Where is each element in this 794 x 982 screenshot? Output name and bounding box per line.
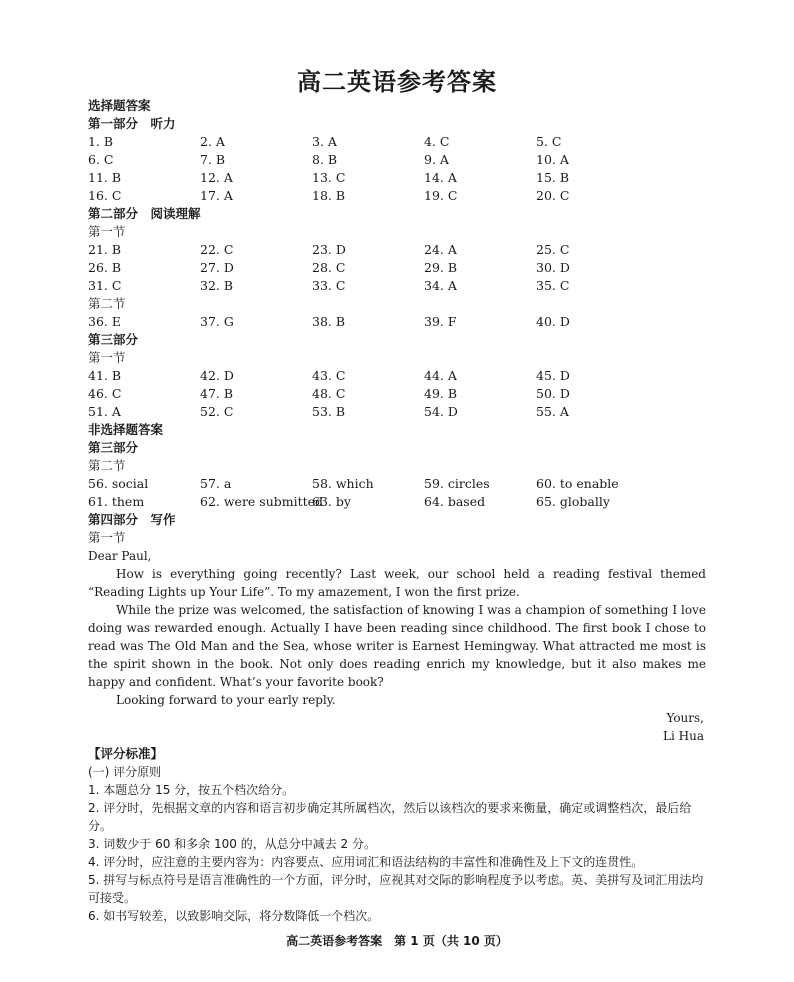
answer-cell: 61. them [88,494,145,509]
part2-section2-label: 第二节 [88,296,126,311]
answer-cell: 7. B [200,152,226,167]
answer-cell: 12. A [200,170,233,185]
part3b-answers [88,475,706,511]
part2-header: 第二部分 阅读理解 [88,206,201,221]
answer-cell: 6. C [88,152,114,167]
letter-signature: Li Hua [663,729,704,743]
page-title: 高二英语参考答案 [297,67,497,96]
part2-section2-answers [88,313,706,331]
answer-row [88,241,706,259]
answer-row [88,403,706,421]
answer-cell: 53. B [312,404,346,419]
answer-cell: 22. C [200,242,234,257]
answer-cell: 50. D [536,386,570,401]
answer-cell: 65. globally [536,494,610,509]
answer-cell: 25. C [536,242,570,257]
answer-cell: 46. C [88,386,122,401]
answer-cell: 10. A [536,152,569,167]
answer-cell: 58. which [312,476,374,491]
part3b-section2-label: 第二节 [88,458,126,473]
part3-header: 第三部分 [88,332,139,347]
answer-cell: 8. B [312,152,338,167]
criteria-item: 5. 拼写与标点符号是语言准确性的一个方面，评分时，应视其对交际的影响程度予以考虑。英、美拼写及词汇用法均可接受。 [88,873,704,905]
answer-cell: 38. B [312,314,346,329]
answer-cell: 47. B [200,386,234,401]
answer-row [88,313,706,331]
answer-cell: 1. B [88,134,114,149]
part3-section1-answers [88,367,706,421]
nonchoice-header: 非选择题答案 [88,422,164,437]
criteria-item: 1. 本题总分 15 分，按五个档次给分。 [88,783,295,797]
answer-row [88,385,706,403]
answer-cell: 48. C [312,386,346,401]
answer-cell: 24. A [424,242,457,257]
answer-cell: 18. B [312,188,346,203]
answer-cell: 32. B [200,278,234,293]
answer-cell: 21. B [88,242,122,257]
answer-cell: 37. G [200,314,234,329]
answer-row [88,187,706,205]
answer-cell: 26. B [88,260,122,275]
answer-row [88,169,706,187]
answer-cell: 4. C [424,134,450,149]
answer-cell: 28. C [312,260,346,275]
answer-cell: 5. C [536,134,562,149]
answer-row [88,133,706,151]
answer-cell: 62. were submitted [200,494,324,509]
answer-cell: 55. A [536,404,569,419]
answer-content [88,97,706,925]
answer-row [88,277,706,295]
answer-row [88,151,706,169]
answer-cell: 33. C [312,278,346,293]
letter-paragraph-3: Looking forward to your early reply. [116,693,336,707]
answer-cell: 40. D [536,314,570,329]
criteria-item: 3. 词数少于 60 和多余 100 的，从总分中减去 2 分。 [88,837,376,851]
criteria-item: 6. 如书写较差，以致影响交际，将分数降低一个档次。 [88,909,380,923]
answer-row [88,493,706,511]
answer-cell: 23. D [312,242,346,257]
answer-cell: 29. B [424,260,458,275]
answer-cell: 31. C [88,278,122,293]
answer-cell: 45. D [536,368,570,383]
answer-cell: 2. A [200,134,225,149]
letter-greeting: Dear Paul, [88,549,152,563]
answer-cell: 16. C [88,188,122,203]
part3b-header: 第三部分 [88,440,139,455]
page-footer: 高二英语参考答案 第 1 页（共 10 页） [286,934,508,948]
answer-cell: 49. B [424,386,458,401]
letter-closing: Yours, [666,711,704,725]
answer-cell: 59. circles [424,476,490,491]
criteria-subheader: (一) 评分原则 [88,765,162,779]
answer-cell: 14. A [424,170,457,185]
part4-section1-label: 第一节 [88,530,126,545]
answer-cell: 64. based [424,494,486,509]
answer-cell: 54. D [424,404,458,419]
answer-cell: 9. A [424,152,449,167]
answer-cell: 13. C [312,170,346,185]
answer-cell: 60. to enable [536,476,619,491]
part1-header: 第一部分 听力 [88,116,176,131]
answer-cell: 11. B [88,170,122,185]
answer-cell: 52. C [200,404,234,419]
answer-cell: 44. A [424,368,457,383]
answer-cell: 42. D [200,368,234,383]
answer-cell: 63. by [312,494,351,509]
answer-cell: 17. A [200,188,233,203]
answer-cell: 57. a [200,476,232,491]
part2-section1-answers [88,241,706,295]
answer-cell: 35. C [536,278,570,293]
criteria-header: 【评分标准】 [88,746,164,761]
answer-row [88,367,706,385]
part2-section1-label: 第一节 [88,224,126,239]
answer-cell: 27. D [200,260,234,275]
sample-letter [88,547,706,745]
part3-section1-label: 第一节 [88,350,126,365]
answer-row [88,475,706,493]
scoring-criteria [88,745,706,925]
part1-answers [88,133,706,205]
answer-cell: 20. C [536,188,570,203]
answer-cell: 30. D [536,260,570,275]
answer-cell: 56. social [88,476,149,491]
answer-cell: 41. B [88,368,122,383]
answer-cell: 39. F [424,314,457,329]
part4-header: 第四部分 写作 [88,512,176,527]
answer-cell: 15. B [536,170,570,185]
answer-row [88,259,706,277]
answer-cell: 19. C [424,188,458,203]
answer-cell: 3. A [312,134,337,149]
criteria-item: 4. 评分时，应注意的主要内容为：内容要点、应用词汇和语法结构的丰富性和准确性及上下文的连贯性。 [88,855,644,869]
answer-cell: 43. C [312,368,346,383]
criteria-item: 2. 评分时，先根据文章的内容和语言初步确定其所属档次，然后以该档次的要求来衡量，确定或调整档次，最后给分。 [88,801,692,833]
answer-cell: 36. E [88,314,121,329]
answer-cell: 51. A [88,404,121,419]
choice-header: 选择题答案 [88,98,151,113]
answer-cell: 34. A [424,278,457,293]
letter-paragraph-2: While the prize was welcomed, the satisfaction of knowing I was a champion of something I love doing was rewarded enough. Actually I have been reading since childhood. The first book I chose to read was The Old Man and the Sea, whose writer is Earnest Hemingway. What attracted me most is the spirit shown in the book. Not only does reading enrich my knowledge, but it also makes me happy and confident. What’s your favorite book? [88,603,706,689]
letter-paragraph-1: How is everything going recently? Last week, our school held a reading festival themed “Reading Lights up Your Life”. To my amazement, I won the first prize. [88,567,706,599]
